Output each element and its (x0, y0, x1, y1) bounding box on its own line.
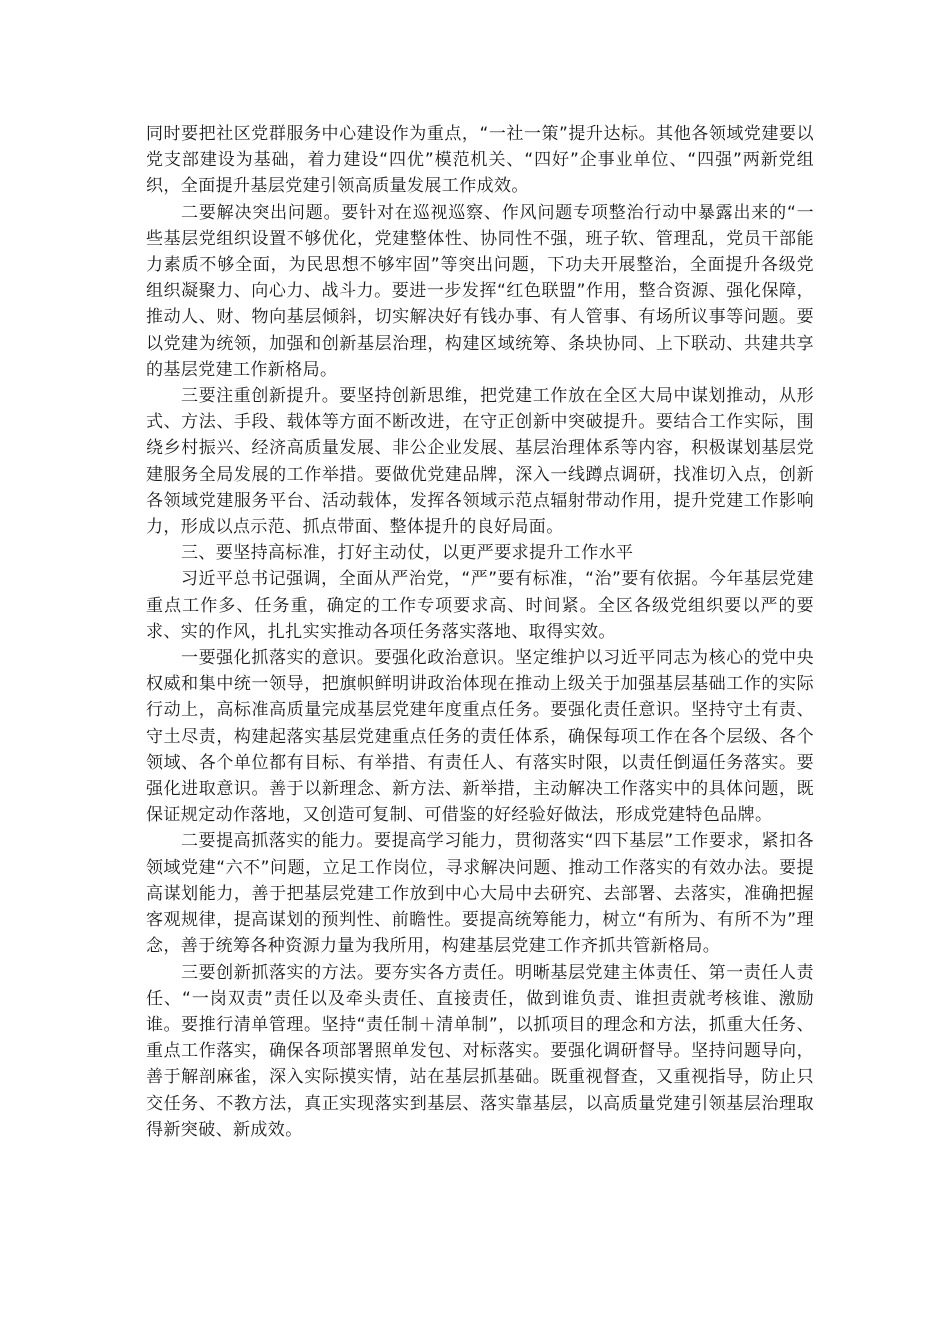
paragraph-2: 二要解决突出问题。要针对在巡视巡察、作风问题专项整治行动中暴露出来的“一些基层党组织设置不够优化，党建整体性、协同性不强，班子软、管理乱，党员干部能力素质不够全面，为民思想不够牢固”等突出问题，下功夫开展整治，全面提升各级党组织凝聚力、向心力、战斗力。要进一步发挥“红色联盟”作用，整合资源、强化保障，推动人、财、物向基层倾斜，切实解决好有钱办事、有人管事、有场所议事等问题。要以党建为统领，加强和创新基层治理，构建区域统筹、条块协同、上下联动、共建共享的基层党建工作新格局。 (146, 202, 814, 380)
paragraph-7: 三要创新抓落实的方法。要夯实各方责任。明晰基层党建主体责任、第一责任人责任、“一岗双责”责任以及牵头责任、直接责任，做到谁负责、谁担责就考核谁、激励谁。要推行清单管理。坚持“责任制＋清单制”，以抓项目的理念和方法，抓重大任务、重点工作落实，确保各项部署照单发包、对标落实。要强化调研督导。坚持问题导向，善于解剖麻雀，深入实际摸实情，站在基层抓基础。既重视督查，又重视指导，防止只交任务、不教方法，真正实现落实到基层、落实靠基层，以高质量党建引领基层治理取得新突破、新成效。 (146, 962, 814, 1140)
paragraph-6: 二要提高抓落实的能力。要提高学习能力，贯彻落实“四下基层”工作要求，紧扣各领域党建“六不”问题，立足工作岗位，寻求解决问题、推动工作落实的有效办法。要提高谋划能力，善于把基层党建工作放到中心大局中去研究、去部署、去落实，准确把握客观规律，提高谋划的预判性、前瞻性。要提高统筹能力，树立“有所为、有所不为”理念，善于统筹各种资源力量为我所用，构建基层党建工作齐抓共管新格局。 (146, 831, 814, 957)
paragraph-5: 一要强化抓落实的意识。要强化政治意识。坚定维护以习近平同志为核心的党中央权威和集中统一领导，把旗帜鲜明讲政治体现在推动上级关于加强基层基础工作的实际行动上，高标准高质量完成基层党建年度重点任务。要强化责任意识。坚持守土有责、守土尽责，构建起落实基层党建重点任务的责任体系，确保每项工作在各个层级、各个领域、各个单位都有目标、有举措、有责任人、有落实时限，以责任倒逼任务落实。要强化进取意识。善于以新理念、新方法、新举措，主动解决工作落实中的具体问题，既保证规定动作落地，又创造可复制、可借鉴的好经验好做法，形成党建特色品牌。 (146, 648, 814, 826)
document-body (146, 121, 814, 1143)
paragraph-1: 同时要把社区党群服务中心建设作为重点，“一社一策”提升达标。其他各领域党建要以党支部建设为基础，着力建设“四优”模范机关、“四好”企事业单位、“四强”两新党组织，全面提升基层党建引领高质量发展工作成效。 (146, 124, 814, 197)
paragraph-3: 三要注重创新提升。要坚持创新思维，把党建工作放在全区大局中谋划推动，从形式、方法、手段、载体等方面不断改进，在守正创新中突破提升。要结合工作实际，围绕乡村振兴、经济高质量发展、非公企业发展、基层治理体系等内容，积极谋划基层党建服务全局发展的工作举措。要做优党建品牌，深入一线蹲点调研，找准切入点，创新各领域党建服务平台、活动载体，发挥各领域示范点辐射带动作用，提升党建工作影响力，形成以点示范、抓点带面、整体提升的良好局面。 (146, 386, 814, 538)
paragraph-4: 习近平总书记强调，全面从严治党，“严”要有标准，“治”要有依据。今年基层党建重点工作多、任务重，确定的工作专项要求高、时间紧。全区各级党组织要以严的要求、实的作风，扎扎实实推动各项任务落实落地、取得实效。 (146, 569, 814, 642)
section-heading-3: 三、要坚持高标准，打好主动仗，以更严要求提升工作水平 (181, 543, 634, 564)
